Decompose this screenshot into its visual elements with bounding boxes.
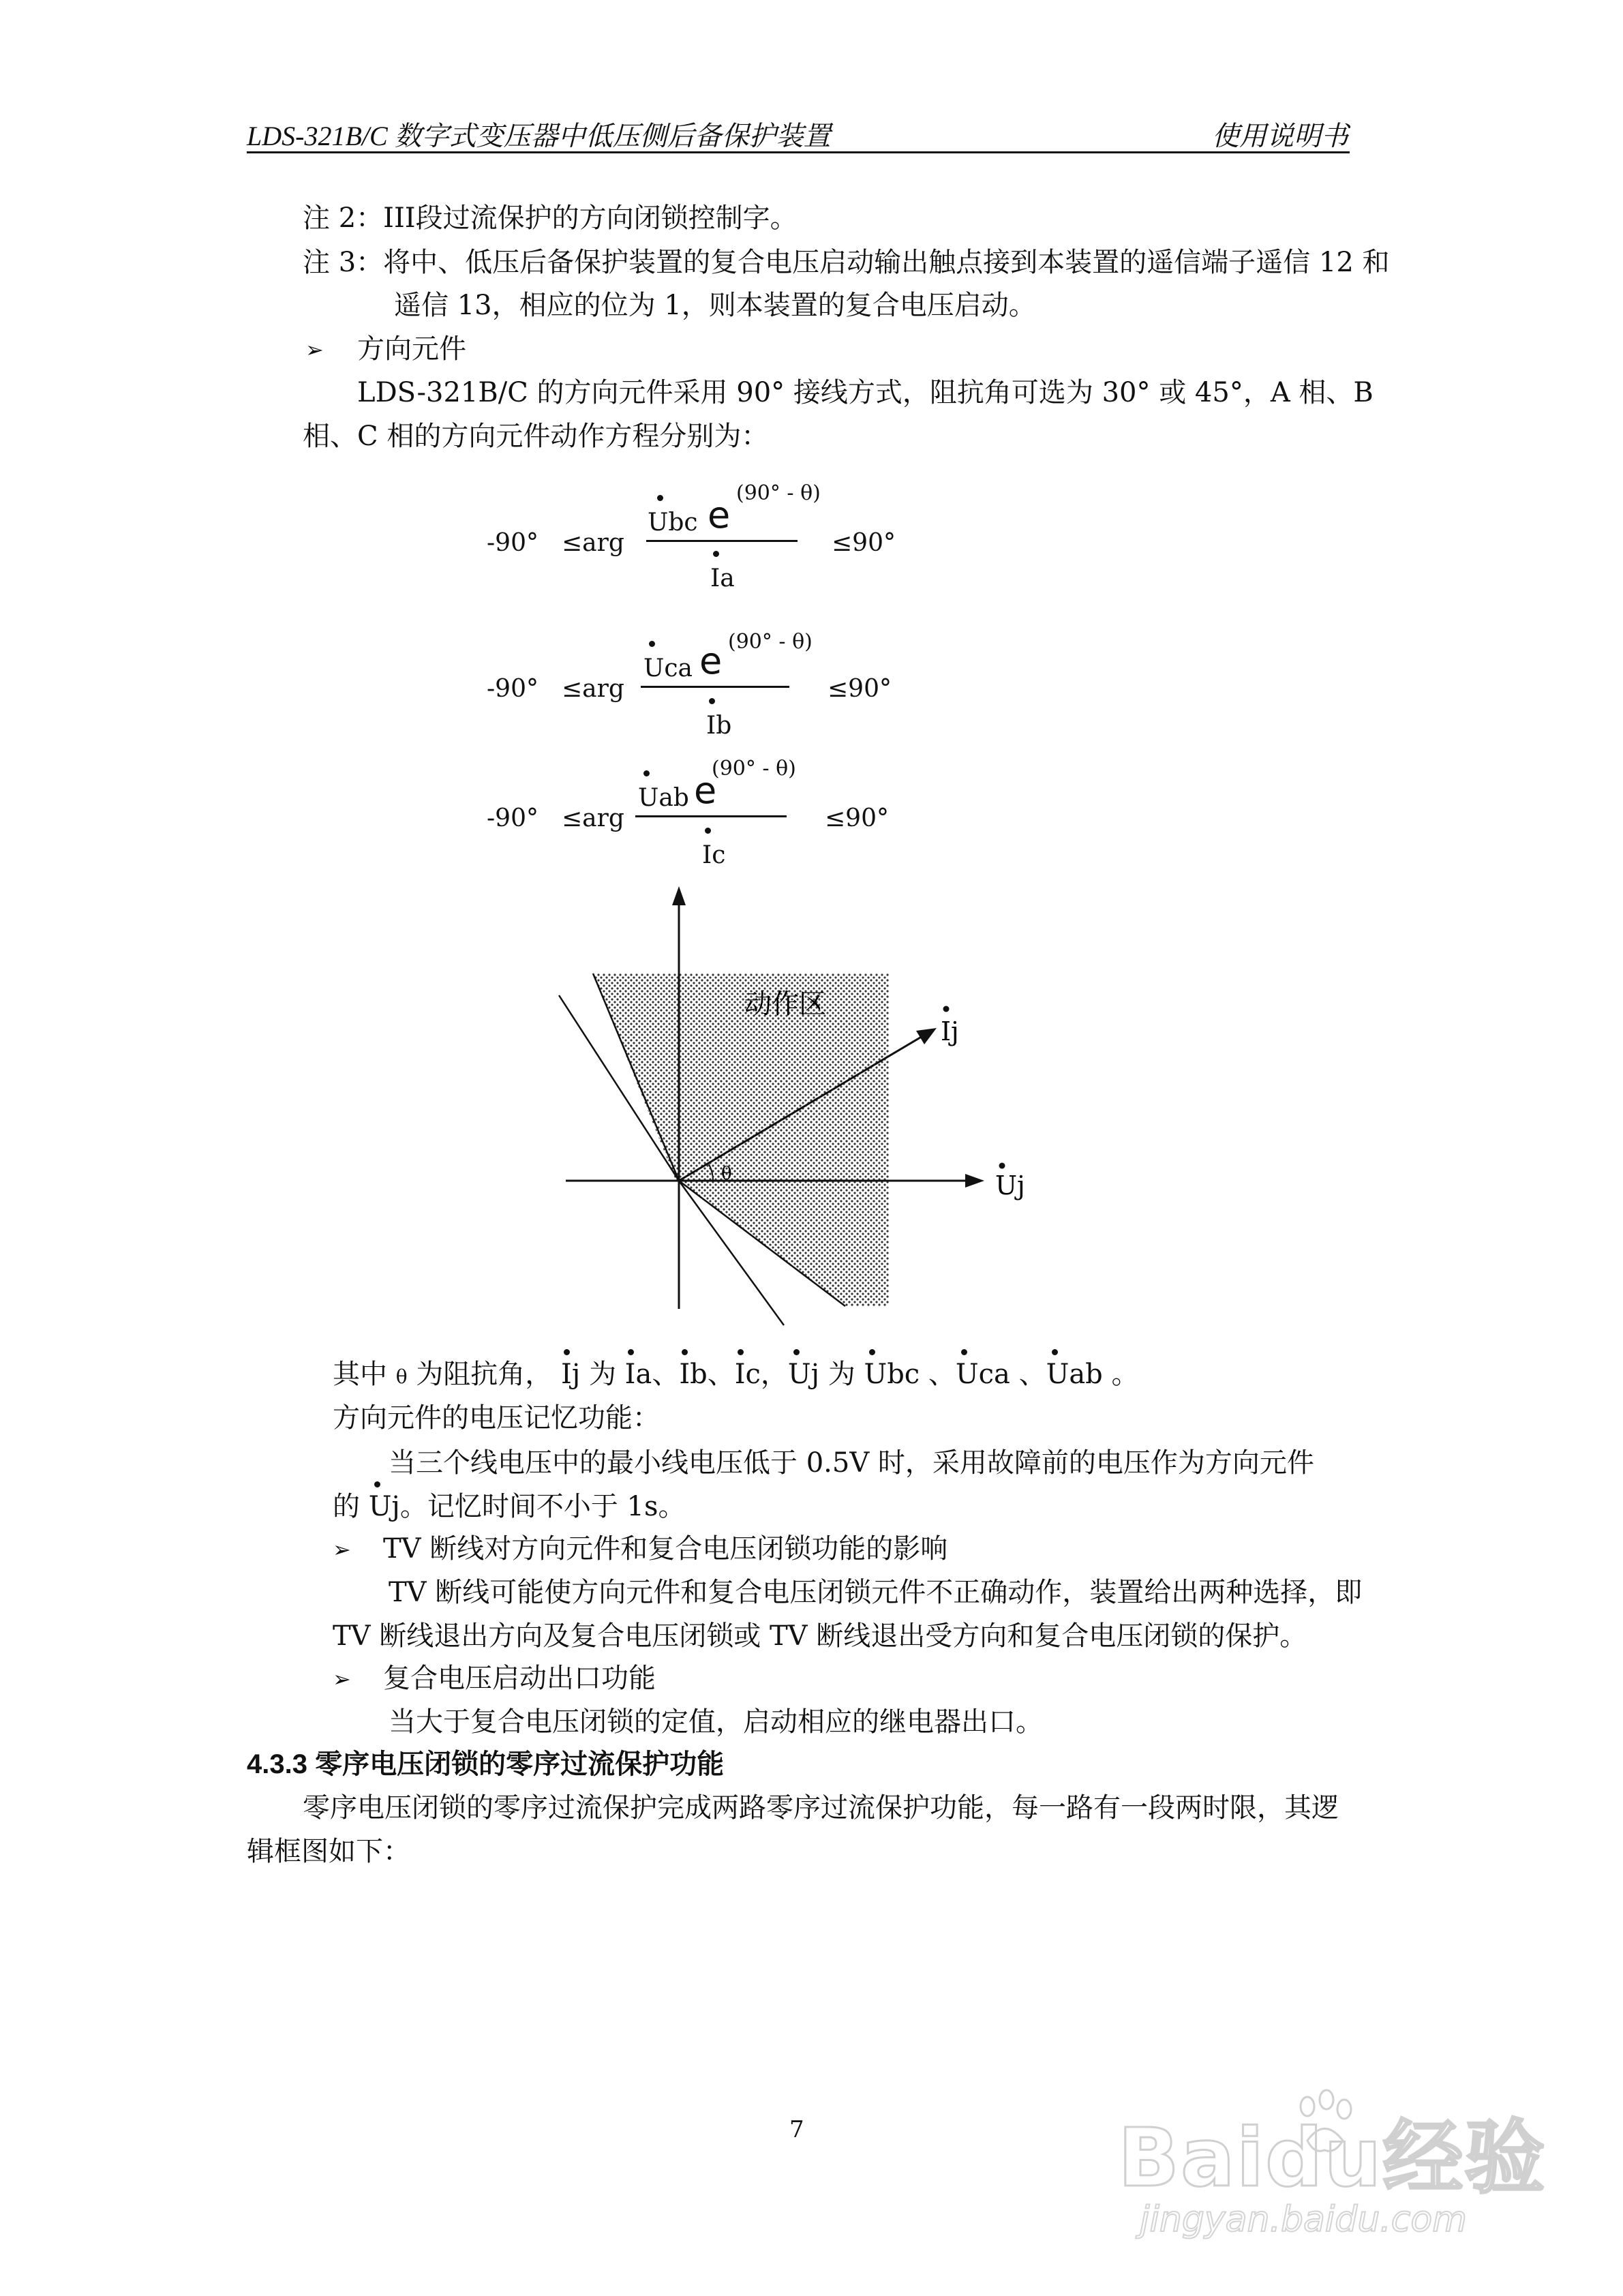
phasor-dot-icon: [713, 551, 719, 557]
fraction-bar: [635, 815, 787, 817]
current-phasor-arrow-icon: [916, 1028, 937, 1044]
phasor-uab: [1046, 1359, 1103, 1390]
eq-upper-bound: ≤90°: [825, 804, 889, 832]
composite-line1: 当大于复合电压闭锁的定值，启动相应的继电器出口。: [389, 1706, 1043, 1738]
note-3-line2: 遥信 13，相应的位为 1，则本装置的复合电压启动。: [394, 290, 1036, 321]
phasor-ib: [679, 1359, 707, 1390]
phasor-label: Ij: [561, 1359, 581, 1390]
eq-exp-base: e: [699, 639, 723, 682]
phasor-label: Uab: [1046, 1359, 1103, 1390]
explanation-text: 为: [828, 1359, 855, 1390]
phasor-dot-icon: [793, 1349, 800, 1355]
phasor-diagram: [518, 873, 1025, 1336]
bullet-direction-element: 方向元件: [357, 333, 466, 365]
memory-text: 的: [333, 1491, 360, 1522]
memory-line1: 当三个线电压中的最小线电压低于 0.5V 时，采用故障前的电压作为方向元件: [389, 1447, 1314, 1479]
phasor-label: Uj: [368, 1491, 400, 1522]
explanation-text: 为: [588, 1359, 616, 1390]
separator: 、: [1018, 1359, 1046, 1390]
phasor-dot-icon: [943, 1006, 950, 1012]
eq-lower-bound: -90°: [487, 675, 539, 703]
section-line1: 零序电压闭锁的零序过流保护完成两路零序过流保护功能，每一路有一段两时限，其逻: [303, 1792, 1339, 1824]
explanation-line: [333, 1361, 1139, 1388]
phasor-dot-icon: [374, 1481, 380, 1487]
fraction-bar: [646, 540, 798, 542]
page-number: 7: [789, 2116, 804, 2143]
phasor-label: Ubc: [864, 1359, 920, 1390]
tv-line1: TV 断线可能使方向元件和复合电压闭锁元件不正确动作，装置给出两种选择，即: [389, 1577, 1363, 1608]
bullet-composite-voltage: 复合电压启动出口功能: [383, 1663, 656, 1694]
memory-title: 方向元件的电压记忆功能：: [333, 1402, 660, 1434]
voltage-axis-arrow-icon: [965, 1174, 984, 1188]
section-line2: 辑框图如下：: [247, 1836, 410, 1867]
phasor-dot-icon: [628, 1349, 634, 1355]
eq-numerator: Uab: [638, 784, 689, 812]
action-zone-region: [593, 973, 889, 1306]
memory-text: 。记忆时间不小于 1s。: [399, 1491, 686, 1522]
vertical-axis-arrow-icon: [672, 886, 686, 905]
separator: 、: [707, 1359, 735, 1390]
direction-para-line1: LDS-321B/C 的方向元件采用 90° 接线方式，阻抗角可选为 30° 或 45°，A 相、B: [357, 377, 1374, 408]
eq-exp-base: e: [708, 494, 731, 537]
phasor-ic: [735, 1359, 761, 1390]
phasor-dot-icon: [657, 495, 663, 501]
phasor-label: Ic: [734, 1359, 761, 1390]
explanation-text: 为阻抗角，: [416, 1359, 553, 1390]
section-number: 4.3.3: [247, 1749, 307, 1779]
eq-denominator: Ic: [702, 841, 726, 869]
eq-arg: ≤arg: [562, 804, 624, 832]
eq-upper-bound: ≤90°: [828, 675, 892, 703]
eq-numerator: Ubc: [648, 509, 698, 537]
bullet-arrow-icon: ➢: [333, 1537, 351, 1562]
section-heading: [247, 1751, 724, 1778]
separator: 、: [652, 1359, 680, 1390]
eq-upper-bound: ≤90°: [832, 529, 896, 557]
watermark-logo: Baidu经验: [1118, 2111, 1547, 2205]
note-3-line1: 注 3：将中、低压后备保护装置的复合电压启动输出触点接到本装置的遥信端子遥信 12 和: [303, 247, 1390, 278]
phasor-ij: [561, 1359, 580, 1390]
phasor-label: Ib: [679, 1359, 708, 1390]
eq-exponent: (90° - θ): [736, 481, 821, 505]
phasor-dot-icon: [564, 1349, 570, 1355]
note-2: 注 2：III段过流保护的方向闭锁控制字。: [303, 202, 798, 234]
current-label: Ij: [941, 1016, 959, 1046]
phasor-label: Ia: [624, 1359, 652, 1390]
bullet-arrow-icon: ➢: [305, 337, 324, 363]
phasor-dot-icon: [1052, 1349, 1058, 1355]
eq-denominator: Ia: [710, 564, 735, 592]
eq-lower-bound: -90°: [487, 529, 539, 557]
bullet-arrow-icon: ➢: [333, 1666, 351, 1692]
eq-exponent: (90° - θ): [712, 757, 796, 781]
phasor-dot-icon: [961, 1349, 967, 1355]
eq-exp-base: e: [694, 769, 717, 812]
phasor-ia: [625, 1359, 652, 1390]
phasor-dot-icon: [705, 828, 711, 834]
bullet-tv-break: TV 断线对方向元件和复合电压闭锁功能的影响: [383, 1533, 948, 1565]
phasor-uca: [956, 1359, 1010, 1390]
eq-arg: ≤arg: [562, 675, 624, 703]
memory-line2: [333, 1493, 686, 1520]
phasor-uj: [788, 1359, 819, 1390]
eq-exponent: (90° - θ): [728, 630, 813, 654]
phasor-dot-icon: [643, 770, 650, 776]
phasor-dot-icon: [649, 641, 655, 647]
phasor-dot-icon: [709, 698, 715, 704]
explanation-text: 其中: [333, 1359, 387, 1390]
phasor-uj: [369, 1491, 400, 1522]
voltage-label: Uj: [995, 1170, 1025, 1200]
separator: 、: [928, 1359, 956, 1390]
phasor-label: Uj: [787, 1359, 820, 1390]
eq-numerator: Uca: [643, 654, 693, 682]
header-doc-type: 使用说明书: [1212, 121, 1348, 151]
eq-arg: ≤arg: [562, 529, 624, 557]
phasor-dot-icon: [682, 1349, 688, 1355]
explanation-text: 。: [1111, 1359, 1139, 1390]
watermark-url: jingyan.baidu.com: [1140, 2199, 1467, 2240]
header-rule: [247, 151, 1350, 153]
tv-line2: TV 断线退出方向及复合电压闭锁或 TV 断线退出受方向和复合电压闭锁的保护。: [333, 1620, 1307, 1652]
eq-denominator: Ib: [706, 712, 732, 740]
header-title: LDS-321B/C 数字式变压器中低压侧后备保护装置: [247, 121, 831, 151]
direction-para-line2: 相、C 相的方向元件动作方程分别为：: [303, 421, 769, 452]
eq-lower-bound: -90°: [487, 804, 539, 832]
action-zone-label: 动作区: [744, 988, 826, 1020]
phasor-dot-icon: [999, 1163, 1005, 1169]
phasor-label: Uca: [955, 1359, 1010, 1390]
section-title: 零序电压闭锁的零序过流保护功能: [315, 1749, 725, 1779]
theta-symbol: θ: [395, 1365, 408, 1388]
phasor-ubc: [864, 1359, 920, 1390]
phasor-dot-icon: [738, 1349, 744, 1355]
separator: ，: [760, 1359, 788, 1390]
phasor-dot-icon: [869, 1349, 875, 1355]
theta-label: θ: [721, 1164, 732, 1184]
fraction-bar: [641, 686, 789, 688]
paw-icon: [1287, 2086, 1362, 2161]
